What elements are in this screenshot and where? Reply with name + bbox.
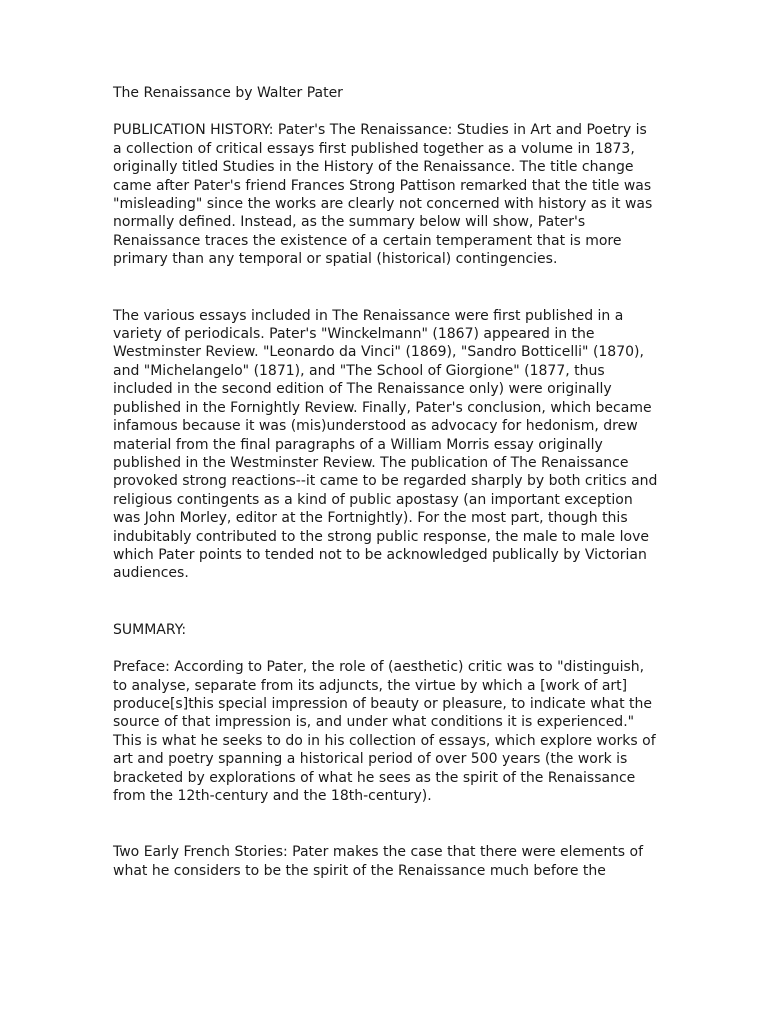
paragraph-french-stories: Two Early French Stories: Pater makes the case that there were elements of what he considers to be the spirit of the Renaissance much before the bbox=[113, 844, 644, 879]
paragraph-periodicals: The various essays included in The Renaissance were first published in a variety of periodicals. Pater's "Winckelmann" (1867) appeared in the Westminster Review. "Leonardo da Vinci" (1869), "Sandro Botticelli" (1870), and "Michelangelo" (1871), and "The School of Giorgione" (1877, thus included in the second edition of The Renaissance only) were originally published in the Fornightly Review. Finally, Pater's conclusion, which became infamous because it was (mis)understood as advocacy for hedonism, drew material from the final paragraphs of a William Morris essay originally published in the Westminster Review. The publication of The Renaissance provoked strong reactions--it came to be regarded sharply by both critics and religious contingents as a kind of public apostasy (an important exception was John Morley, editor at the Fortnightly). For the most part, though this indubitably contributed to the strong public response, the male to male love which Pater points to tended not to be acknowledged publically by Victorian audiences. bbox=[113, 307, 658, 582]
paragraph-preface: Preface: According to Pater, the role of (aesthetic) critic was to "distinguish, to analyse, separate from its adjuncts, the virtue by which a [work of art] produce[s]this special impression of beauty or pleasure, to indicate what the source of that impression is, and under what conditions it is experienced." This is what he seeks to do in his collection of essays, which explore works of art and poetry spanning a historical period of over 500 years (the work is bracketed by explorations of what he sees as the spirit of the Renaissance from the 12th-century and the 18th-century). bbox=[113, 659, 656, 804]
document-body bbox=[113, 84, 658, 899]
paragraph-publication-history: PUBLICATION HISTORY: Pater's The Renaissance: Studies in Art and Poetry is a collection of critical essays first published together as a volume in 1873, originally titled Studies in the History of the Renaissance. The title change came after Pater's friend Frances Strong Pattison remarked that the title was "misleading" since the works are clearly not concerned with history as it was normally defined. Instead, as the summary below will show, Pater's Renaissance traces the existence of a certain temperament that is more primary than any temporal or spatial (historical) contingencies. bbox=[113, 122, 653, 268]
summary-heading: SUMMARY: bbox=[113, 621, 187, 638]
document-title: The Renaissance by Walter Pater bbox=[113, 85, 343, 101]
